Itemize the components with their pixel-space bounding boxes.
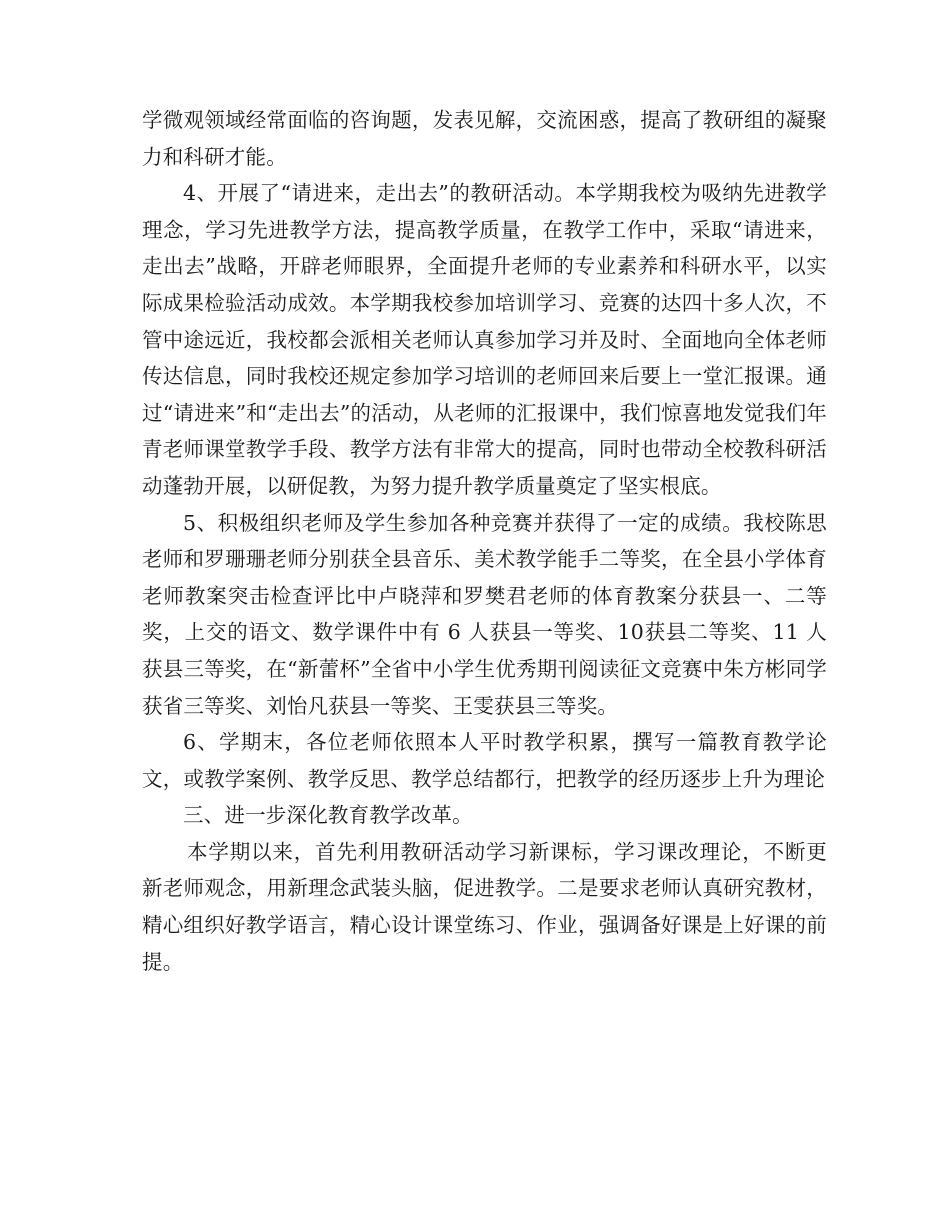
document-body (142, 102, 827, 980)
paragraph-continuation: 学微观领域经常面临的咨询题，发表见解，交流困惑，提高了教研组的凝聚力和科研才能。 (142, 108, 827, 169)
section-heading-3: 三、进一步深化教育教学改革。 (183, 803, 473, 828)
paragraph-item-4: 4、开展了“请进来，走出去”的教研活动。本学期我校为吸纳先进教学理念，学习先进教学方法，提高教学质量，在教学工作中，采取“请进来，走出去”战略，开辟老师眼界，全面提升老师的专业素养和科研水平，以实际成果检验活动成效。本学期我校参加培训学习、竞赛的达四十多人次，不管中途远近，我校都会派相关老师认真参加学习并及时、全面地向全体老师传达信息，同时我校还规定参加学习培训的老师回来后要上一堂汇报课。通过“请进来”和“走出去”的活动，从老师的汇报课中，我们惊喜地发觉我们年青老师课堂教学手段、教学方法有非常大的提高，同时也带动全校教科研活动蓬勃开展，以研促教，为努力提升教学质量奠定了坚实根底。 (142, 181, 827, 498)
paragraph-item-6: 6、学期末，各位老师依照本人平时教学积累，撰写一篇教育教学论文，或教学案例、教学反思、教学总结都行，把教学的经历逐步上升为理论 (142, 730, 827, 791)
paragraph-item-5: 5、积极组织老师及学生参加各种竞赛并获得了一定的成绩。我校陈思老师和罗珊珊老师分别获全县音乐、美术教学能手二等奖，在全县小学体育老师教案突击检查评比中卢晓萍和罗樊君老师的体育教案分获县一、二等奖，上交的语文、数学课件中有 6 人获县一等奖、10获县二等奖、11 人获县三等奖，在“新蕾杯”全省中小学生优秀期刊阅读征文竞赛中朱方彬同学获省三等奖、刘怡凡获县一等奖、王雯获县三等奖。 (142, 510, 827, 718)
paragraph-section-3-body: 本学期以来，首先利用教研活动学习新课标，学习课改理论，不断更新老师观念，用新理念武装头脑，促进教学。二是要求老师认真研究教材，精心组织好教学语言，精心设计课堂练习、作业，强调备好课是上好课的前提。 (142, 839, 827, 974)
